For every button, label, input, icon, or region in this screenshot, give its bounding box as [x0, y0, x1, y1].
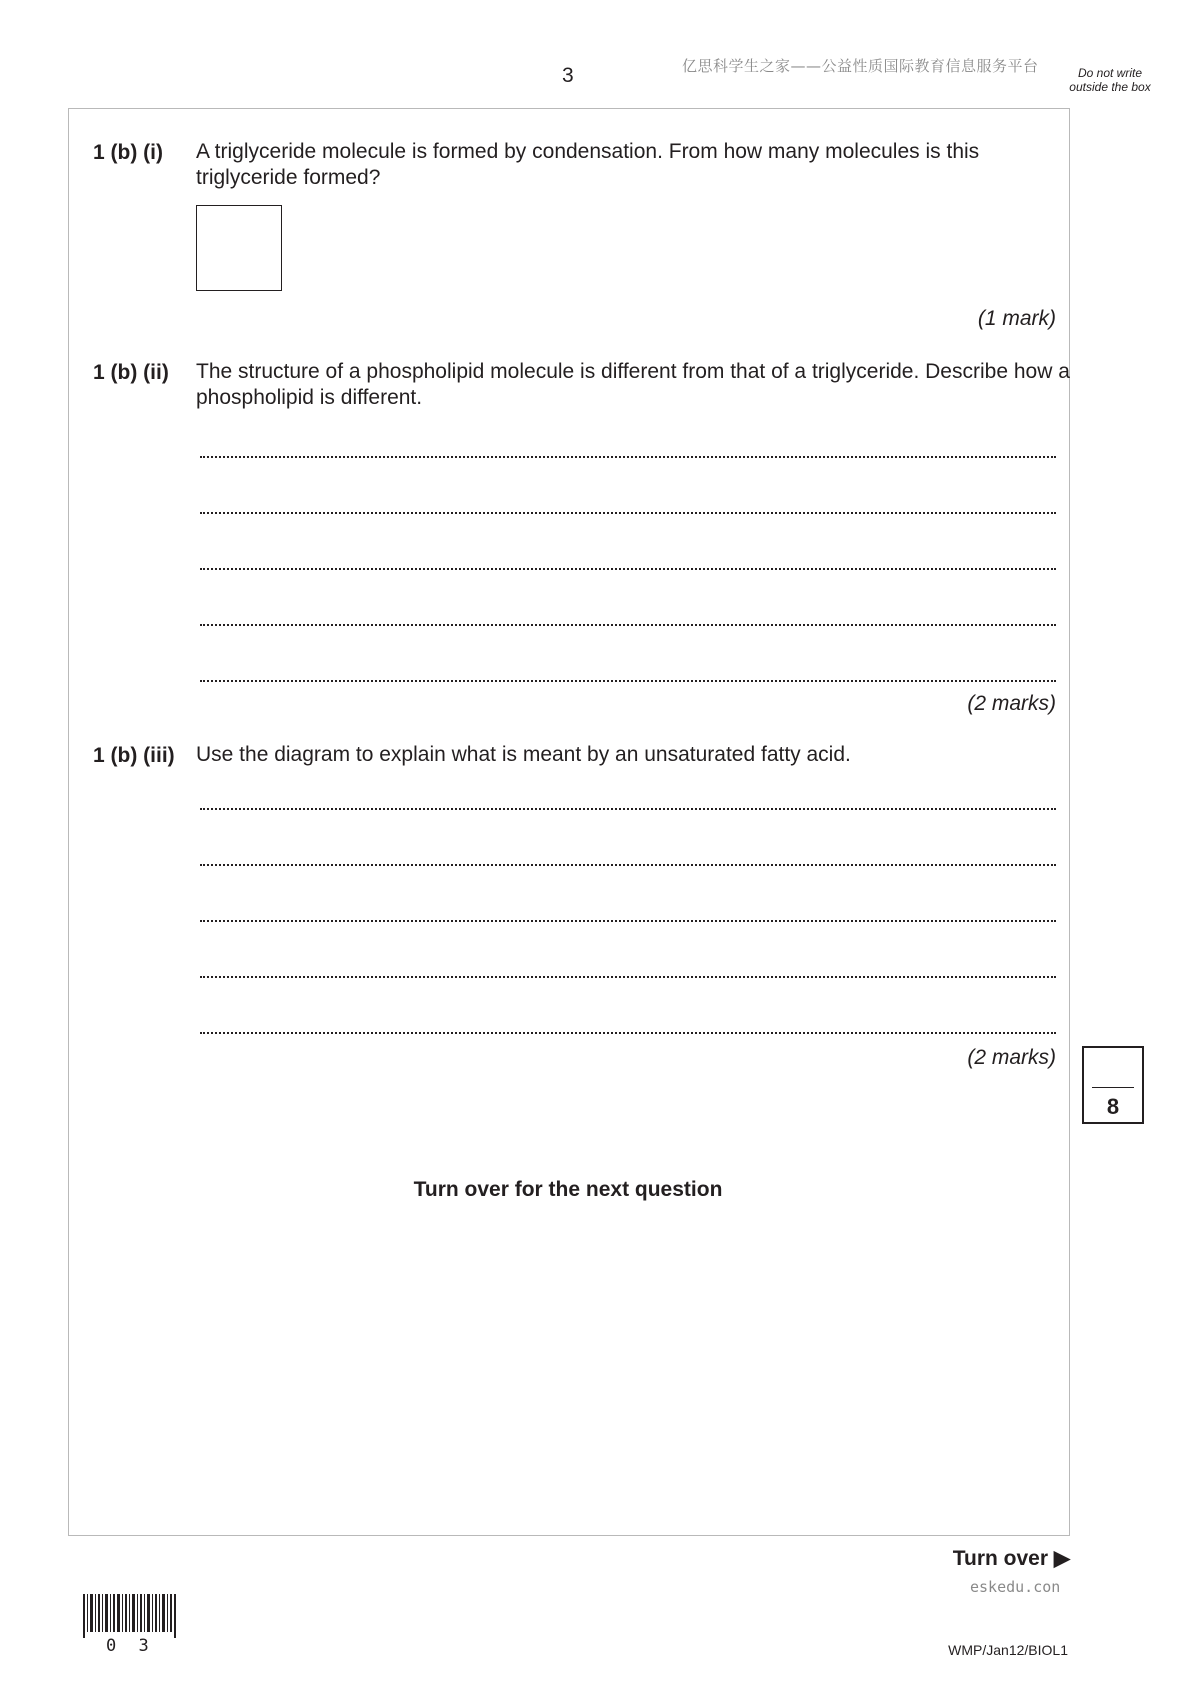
- site-watermark: eskedu.con: [970, 1578, 1061, 1596]
- question-text: The structure of a phospholipid molecule is different from that of a triglyceride. Describe how a phospholipid is different.: [196, 360, 1070, 409]
- question-text: Use the diagram to explain what is meant by an unsaturated fatty acid.: [196, 743, 851, 766]
- answer-line[interactable]: [200, 920, 1056, 922]
- answer-line[interactable]: [200, 624, 1056, 626]
- question-number: 1 (b) (i): [93, 141, 163, 164]
- answer-line[interactable]: [200, 680, 1056, 682]
- answer-line[interactable]: [200, 568, 1056, 570]
- answer-line[interactable]: [200, 976, 1056, 978]
- barcode-icon: [83, 1594, 177, 1638]
- marks-label: (1 mark): [977, 307, 1056, 330]
- answer-line[interactable]: [200, 456, 1056, 458]
- turn-over-instruction: Turn over for the next question: [413, 1178, 723, 1201]
- barcode-digits: 0 3: [106, 1636, 155, 1656]
- answer-line[interactable]: [200, 512, 1056, 514]
- watermark-text: 亿思科学生之家——公益性质国际教育信息服务平台: [682, 57, 1039, 75]
- score-total: 8: [1106, 1094, 1120, 1119]
- answer-box[interactable]: [196, 205, 282, 291]
- turn-over-label: Turn over ▶: [952, 1547, 1070, 1570]
- score-rule: [1092, 1087, 1134, 1088]
- page-number: 3: [562, 64, 574, 87]
- answer-frame: [68, 108, 1070, 1536]
- margin-note: Do not write outside the box: [1069, 66, 1151, 94]
- question-number: 1 (b) (ii): [93, 361, 169, 384]
- answer-line[interactable]: [200, 864, 1056, 866]
- marks-label: (2 marks): [967, 1046, 1056, 1069]
- answer-line[interactable]: [200, 808, 1056, 810]
- question-text: A triglyceride molecule is formed by condensation. From how many molecules is this triglyceride formed?: [196, 140, 980, 189]
- paper-code: WMP/Jan12/BIOL1: [948, 1642, 1068, 1658]
- marks-label: (2 marks): [967, 692, 1056, 715]
- answer-line[interactable]: [200, 1032, 1056, 1034]
- question-number: 1 (b) (iii): [93, 744, 175, 767]
